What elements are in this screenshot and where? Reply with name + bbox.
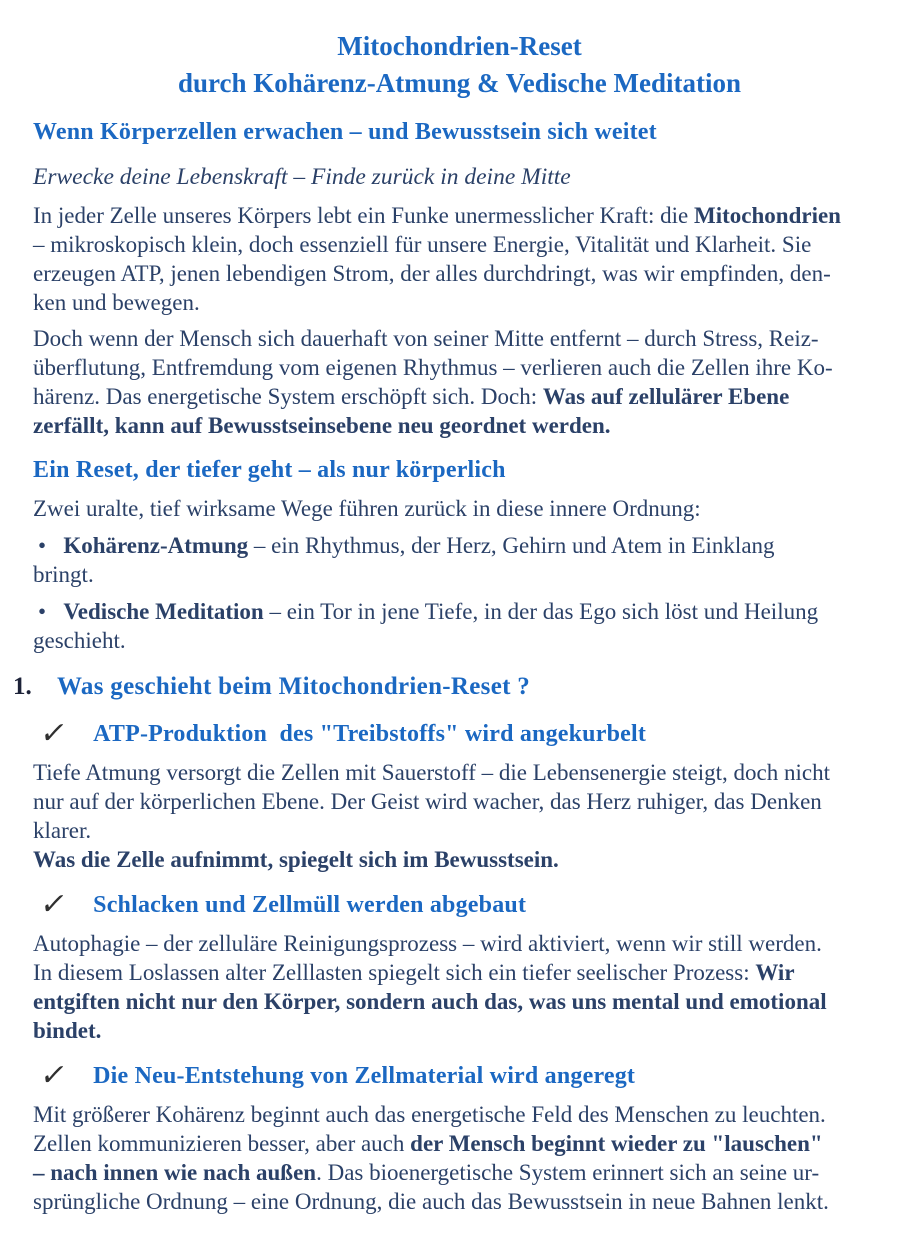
bullet-item-kohaerenz-atmung: • Kohärenz-Atmung – ein Rhythmus, der Herz, Gehirn und Atem in Einklang bringt. <box>33 533 775 587</box>
paragraph-schlacken: Autophagie – der zelluläre Reinigungsprozess – wird aktiviert, wenn wir still werden. In diesem Loslassen alter Zelllasten spiegelt sich ein tiefer seelischer Prozess: Wir entgiften nicht nur den Körper, sondern auch das, was uns mental und emotional bindet. <box>33 931 827 1043</box>
heading-number-text: Was geschieht beim Mitochondrien-Reset ? <box>57 673 531 700</box>
document-title <box>33 28 886 102</box>
document-title-line2: durch Kohärenz-Atmung & Vedische Meditation <box>177 68 742 98</box>
numbered-heading-mitochondrien-reset <box>13 671 886 703</box>
paragraph-kohaerenz-verlust: Doch wenn der Mensch sich dauerhaft von seiner Mitte entfernt – durch Stress, Reiz- überflutung, Entfremdung vom eigenen Rhythmus – verlieren auch die Zellen ihre Ko- härenz. Das energetische System erschöpft sich. Doch: Was auf zellulärer Ebene zerfällt, kann auf Bewusstseinsebene neu geordnet werden. <box>33 326 833 438</box>
checkmark-icon: ✓ <box>37 887 70 922</box>
paragraph-atp-produktion: Tiefe Atmung versorgt die Zellen mit Sauerstoff – die Lebensenergie steigt, doch nicht nur auf der körperlichen Ebene. Der Geist wird wacher, das Herz ruhiger, das Denken klarer. Was die Zelle aufnimmt, spiegelt sich im Bewusstsein. <box>33 760 830 872</box>
document-title-line1: Mitochondrien-Reset <box>337 31 582 61</box>
check-heading-text-atp: ATP-Produktion des "Treibstoffs" wird angekurbelt <box>93 721 647 747</box>
check-heading-atp-produktion <box>37 716 886 751</box>
paragraph-mitochondrien: In jeder Zelle unseres Körpers lebt ein Funke unermesslicher Kraft: die Mitochondrien – mikroskopisch klein, doch essenziell für unsere Energie, Vitalität und Klarheit. Sie erzeugen ATP, jenen lebendigen Strom, der alles durchdringt, was wir empfinden, den- ken und bewegen. <box>33 203 841 315</box>
lead-italic-line: Erwecke deine Lebenskraft – Finde zurück in deine Mitte <box>33 164 571 190</box>
bullet-item-vedische-meditation: • Vedische Meditation – ein Tor in jene Tiefe, in der das Ego sich löst und Heilung geschieht. <box>33 599 819 653</box>
heading-number: 1. <box>13 673 32 700</box>
check-heading-text-neu-entstehung: Die Neu-Entstehung von Zellmaterial wird angeregt <box>93 1063 636 1089</box>
check-heading-neu-entstehung <box>37 1058 886 1093</box>
check-heading-schlacken <box>37 887 886 922</box>
checkmark-icon: ✓ <box>37 716 70 751</box>
paragraph-zwei-wege: Zwei uralte, tief wirksame Wege führen zurück in diese innere Ordnung: <box>33 496 701 521</box>
paragraph-neu-entstehung: Mit größerer Kohärenz beginnt auch das energetische Feld des Menschen zu leuchten. Zellen kommunizieren besser, aber auch der Mensch beginnt wieder zu "lauschen" – nach innen wie nach außen. Das bioenergetische System erinnert sich an seine ur- sprüngliche Ordnung – eine Ordnung, die auch das Bewusstsein in neue Bahnen lenkt. <box>33 1102 829 1214</box>
section-heading-koerperzellen: Wenn Körperzellen erwachen – und Bewusstsein sich weitet <box>33 119 657 145</box>
section-heading-reset: Ein Reset, der tiefer geht – als nur körperlich <box>33 457 506 483</box>
check-heading-text-schlacken: Schlacken und Zellmüll werden abgebaut <box>93 892 527 918</box>
checkmark-icon: ✓ <box>37 1058 70 1093</box>
